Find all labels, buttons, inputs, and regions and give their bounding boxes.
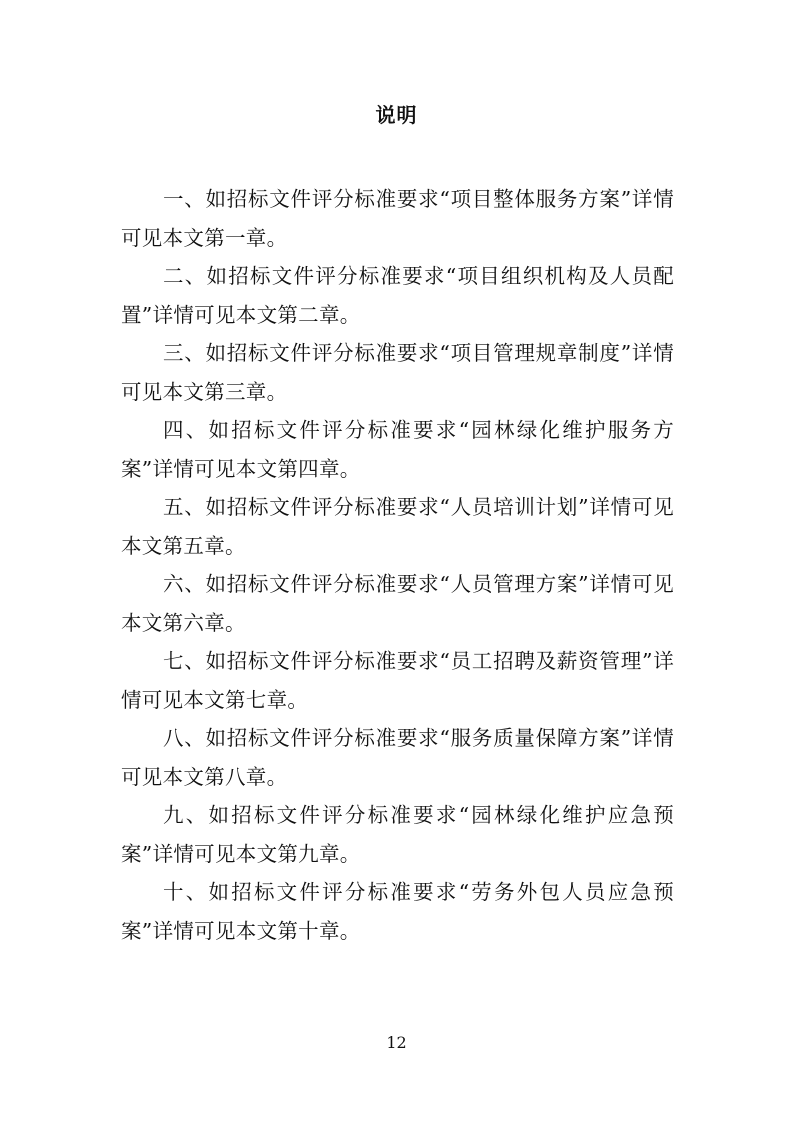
document-body (121, 180, 674, 950)
paragraph-9: 九、如招标文件评分标准要求“园林绿化维护应急预案”详情可见本文第九章。 (121, 803, 674, 866)
paragraph-1: 一、如招标文件评分标准要求“项目整体服务方案”详情可见本文第一章。 (121, 187, 674, 250)
paragraph-3: 三、如招标文件评分标准要求“项目管理规章制度”详情可见本文第三章。 (121, 341, 674, 404)
paragraph-2: 二、如招标文件评分标准要求“项目组织机构及人员配置”详情可见本文第二章。 (121, 264, 674, 327)
paragraph-10: 十、如招标文件评分标准要求“劳务外包人员应急预案”详情可见本文第十章。 (121, 880, 674, 943)
paragraph-4: 四、如招标文件评分标准要求“园林绿化维护服务方案”详情可见本文第四章。 (121, 418, 674, 481)
paragraph-7: 七、如招标文件评分标准要求“员工招聘及薪资管理”详情可见本文第七章。 (121, 649, 674, 712)
page-number: 12 (386, 1033, 407, 1052)
paragraph-8: 八、如招标文件评分标准要求“服务质量保障方案”详情可见本文第八章。 (121, 726, 674, 789)
paragraph-5: 五、如招标文件评分标准要求“人员培训计划”详情可见本文第五章。 (121, 495, 674, 558)
page-title: 说明 (375, 103, 418, 127)
paragraph-6: 六、如招标文件评分标准要求“人员管理方案”详情可见本文第六章。 (121, 572, 674, 635)
